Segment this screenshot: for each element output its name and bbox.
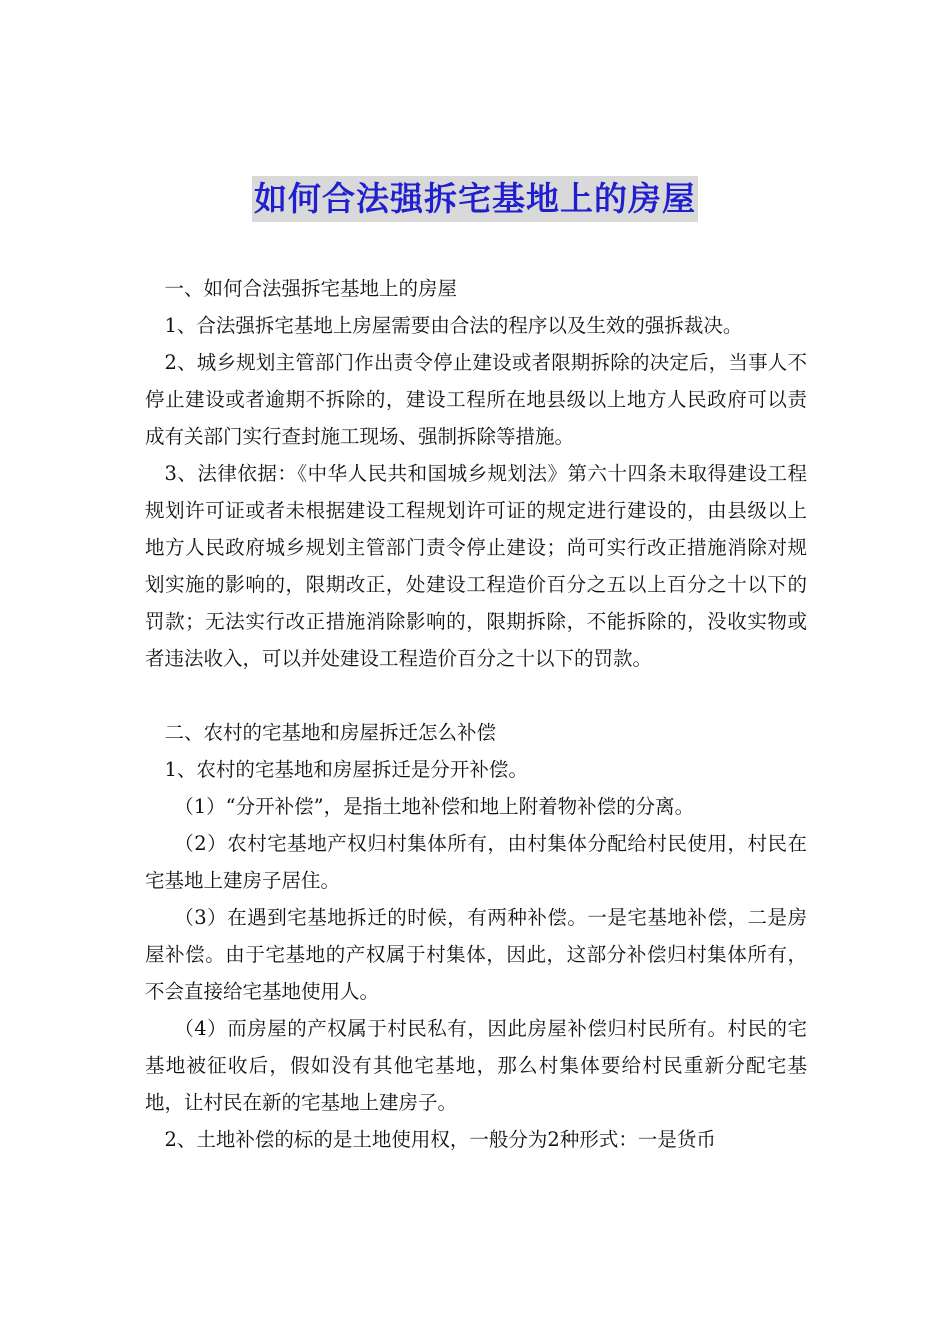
paragraph-2-1: 1、农村的宅基地和房屋拆迁是分开补偿。 xyxy=(164,758,528,781)
paragraph-2-2: 2、土地补偿的标的是土地使用权，一般分为2种形式：一是货币 xyxy=(164,1128,716,1151)
section-heading-1: 一、如何合法强拆宅基地上的房屋 xyxy=(164,277,458,300)
paragraph-1-1: 1、合法强拆宅基地上房屋需要由合法的程序以及生效的强拆裁决。 xyxy=(164,314,743,337)
paragraph-1-2: 2、城乡规划主管部门作出责令停止建设或者限期拆除的决定后，当事人不停止建设或者逾期不拆除的，建设工程所在地县级以上地方人民政府可以责成有关部门实行查封施工现场、强制拆除等措施。 xyxy=(145,351,807,448)
section-spacer xyxy=(145,677,807,714)
title-container xyxy=(0,176,950,222)
subparagraph-2-1-1: （1）“分开补偿”，是指土地补偿和地上附着物补偿的分离。 xyxy=(174,795,695,818)
subparagraph-2-1-3: （3）在遇到宅基地拆迁的时候，有两种补偿。一是宅基地补偿，二是房屋补偿。由于宅基地的产权属于村集体，因此，这部分补偿归村集体所有，不会直接给宅基地使用人。 xyxy=(145,906,807,1003)
document-body xyxy=(145,270,807,1158)
paragraph-1-3: 3、法律依据：《中华人民共和国城乡规划法》第六十四条未取得建设工程规划许可证或者未根据建设工程规划许可证的规定进行建设的，由县级以上地方人民政府城乡规划主管部门责令停止建设；尚可实行改正措施消除对规划实施的影响的，限期改正，处建设工程造价百分之五以上百分之十以下的罚款；无法实行改正措施消除影响的，限期拆除，不能拆除的，没收实物或者违法收入，可以并处建设工程造价百分之十以下的罚款。 xyxy=(145,462,807,670)
subparagraph-2-1-2: （2）农村宅基地产权归村集体所有，由村集体分配给村民使用，村民在宅基地上建房子居住。 xyxy=(145,832,807,892)
document-title: 如何合法强拆宅基地上的房屋 xyxy=(252,176,698,222)
subparagraph-2-1-4: （4）而房屋的产权属于村民私有，因此房屋补偿归村民所有。村民的宅基地被征收后，假如没有其他宅基地，那么村集体要给村民重新分配宅基地，让村民在新的宅基地上建房子。 xyxy=(145,1017,807,1114)
section-heading-2: 二、农村的宅基地和房屋拆迁怎么补偿 xyxy=(164,721,497,744)
